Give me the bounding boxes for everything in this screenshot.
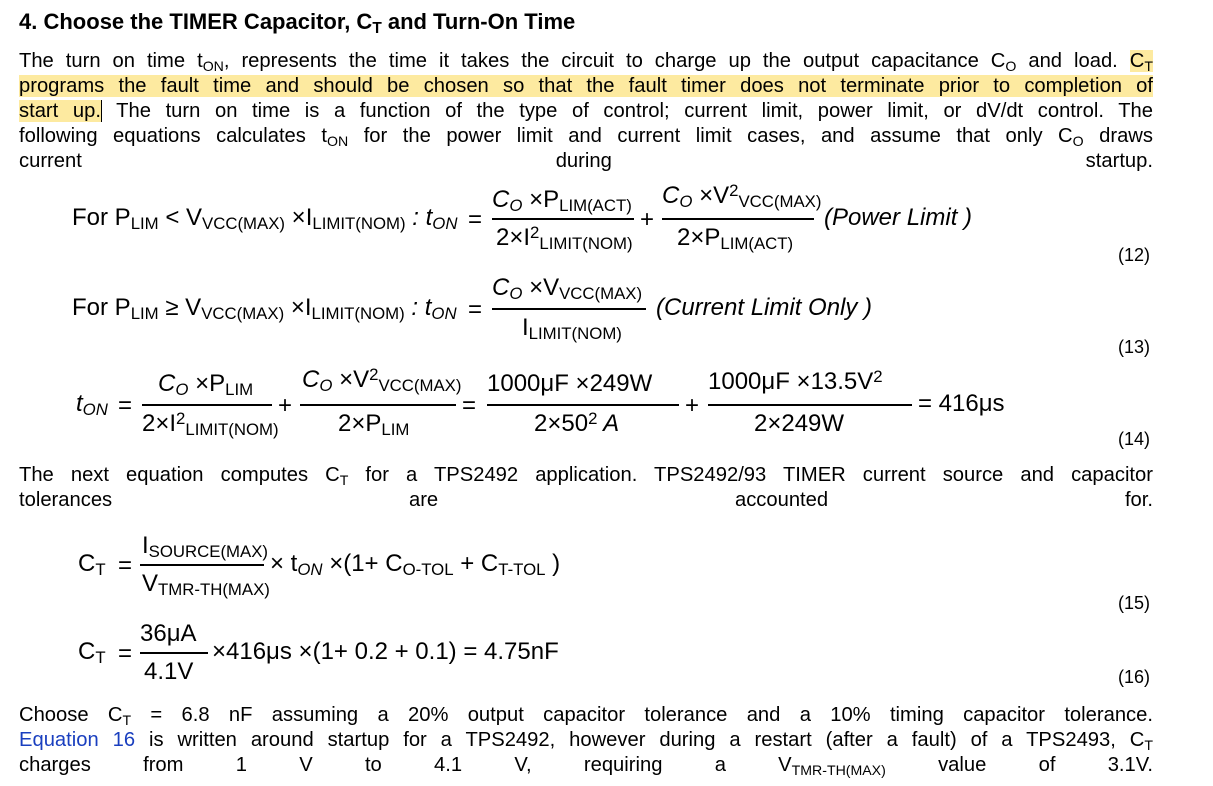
intro-paragraph	[19, 49, 1153, 174]
para1-line5: current during startup.	[19, 150, 1153, 172]
section-heading: 4. Choose the TIMER Capacitor, $C_T$ and Turn-On Time	[19, 9, 576, 37]
para1-line1: The turn on time $t_{ON}$, represents the time it takes the circuit to charge up the output capacitance $C_O$ and load. $C_T$	[19, 50, 1153, 74]
para1-line4: following equations calculates $t_{ON}$ for the power limit and current limit cases, and assume that only $C_O$ draws	[19, 125, 1153, 149]
choose-ct-paragraph: Choose $C_T = 6.8$ nF assuming a 20% output capacitor tolerance and a 10% timing capacitor tolerance. Equation 16 is written around startup for a TPS2492, however during a restart (after a fault) of a TPS2493, $C_T$ charges from 1 V to 4.1 V, requiring a $V_{TMR-TH(MAX)}$ value of 3.1V.	[19, 704, 1153, 778]
para1-line3: start up. The turn on time is a function of the type of control; current limit, power limit, or dV/dt control. The	[19, 100, 1153, 122]
para1-line2: programs the fault time and should be chosen so that the fault timer does not terminate prior to completion of	[19, 75, 1153, 97]
ct-paragraph: The next equation computes $C_T$ for a TPS2492 application. TPS2492/93 TIMER current source and capacitor tolerances are accounted for.	[19, 464, 1153, 511]
equation-16-link[interactable]: Equation 16	[19, 729, 136, 751]
